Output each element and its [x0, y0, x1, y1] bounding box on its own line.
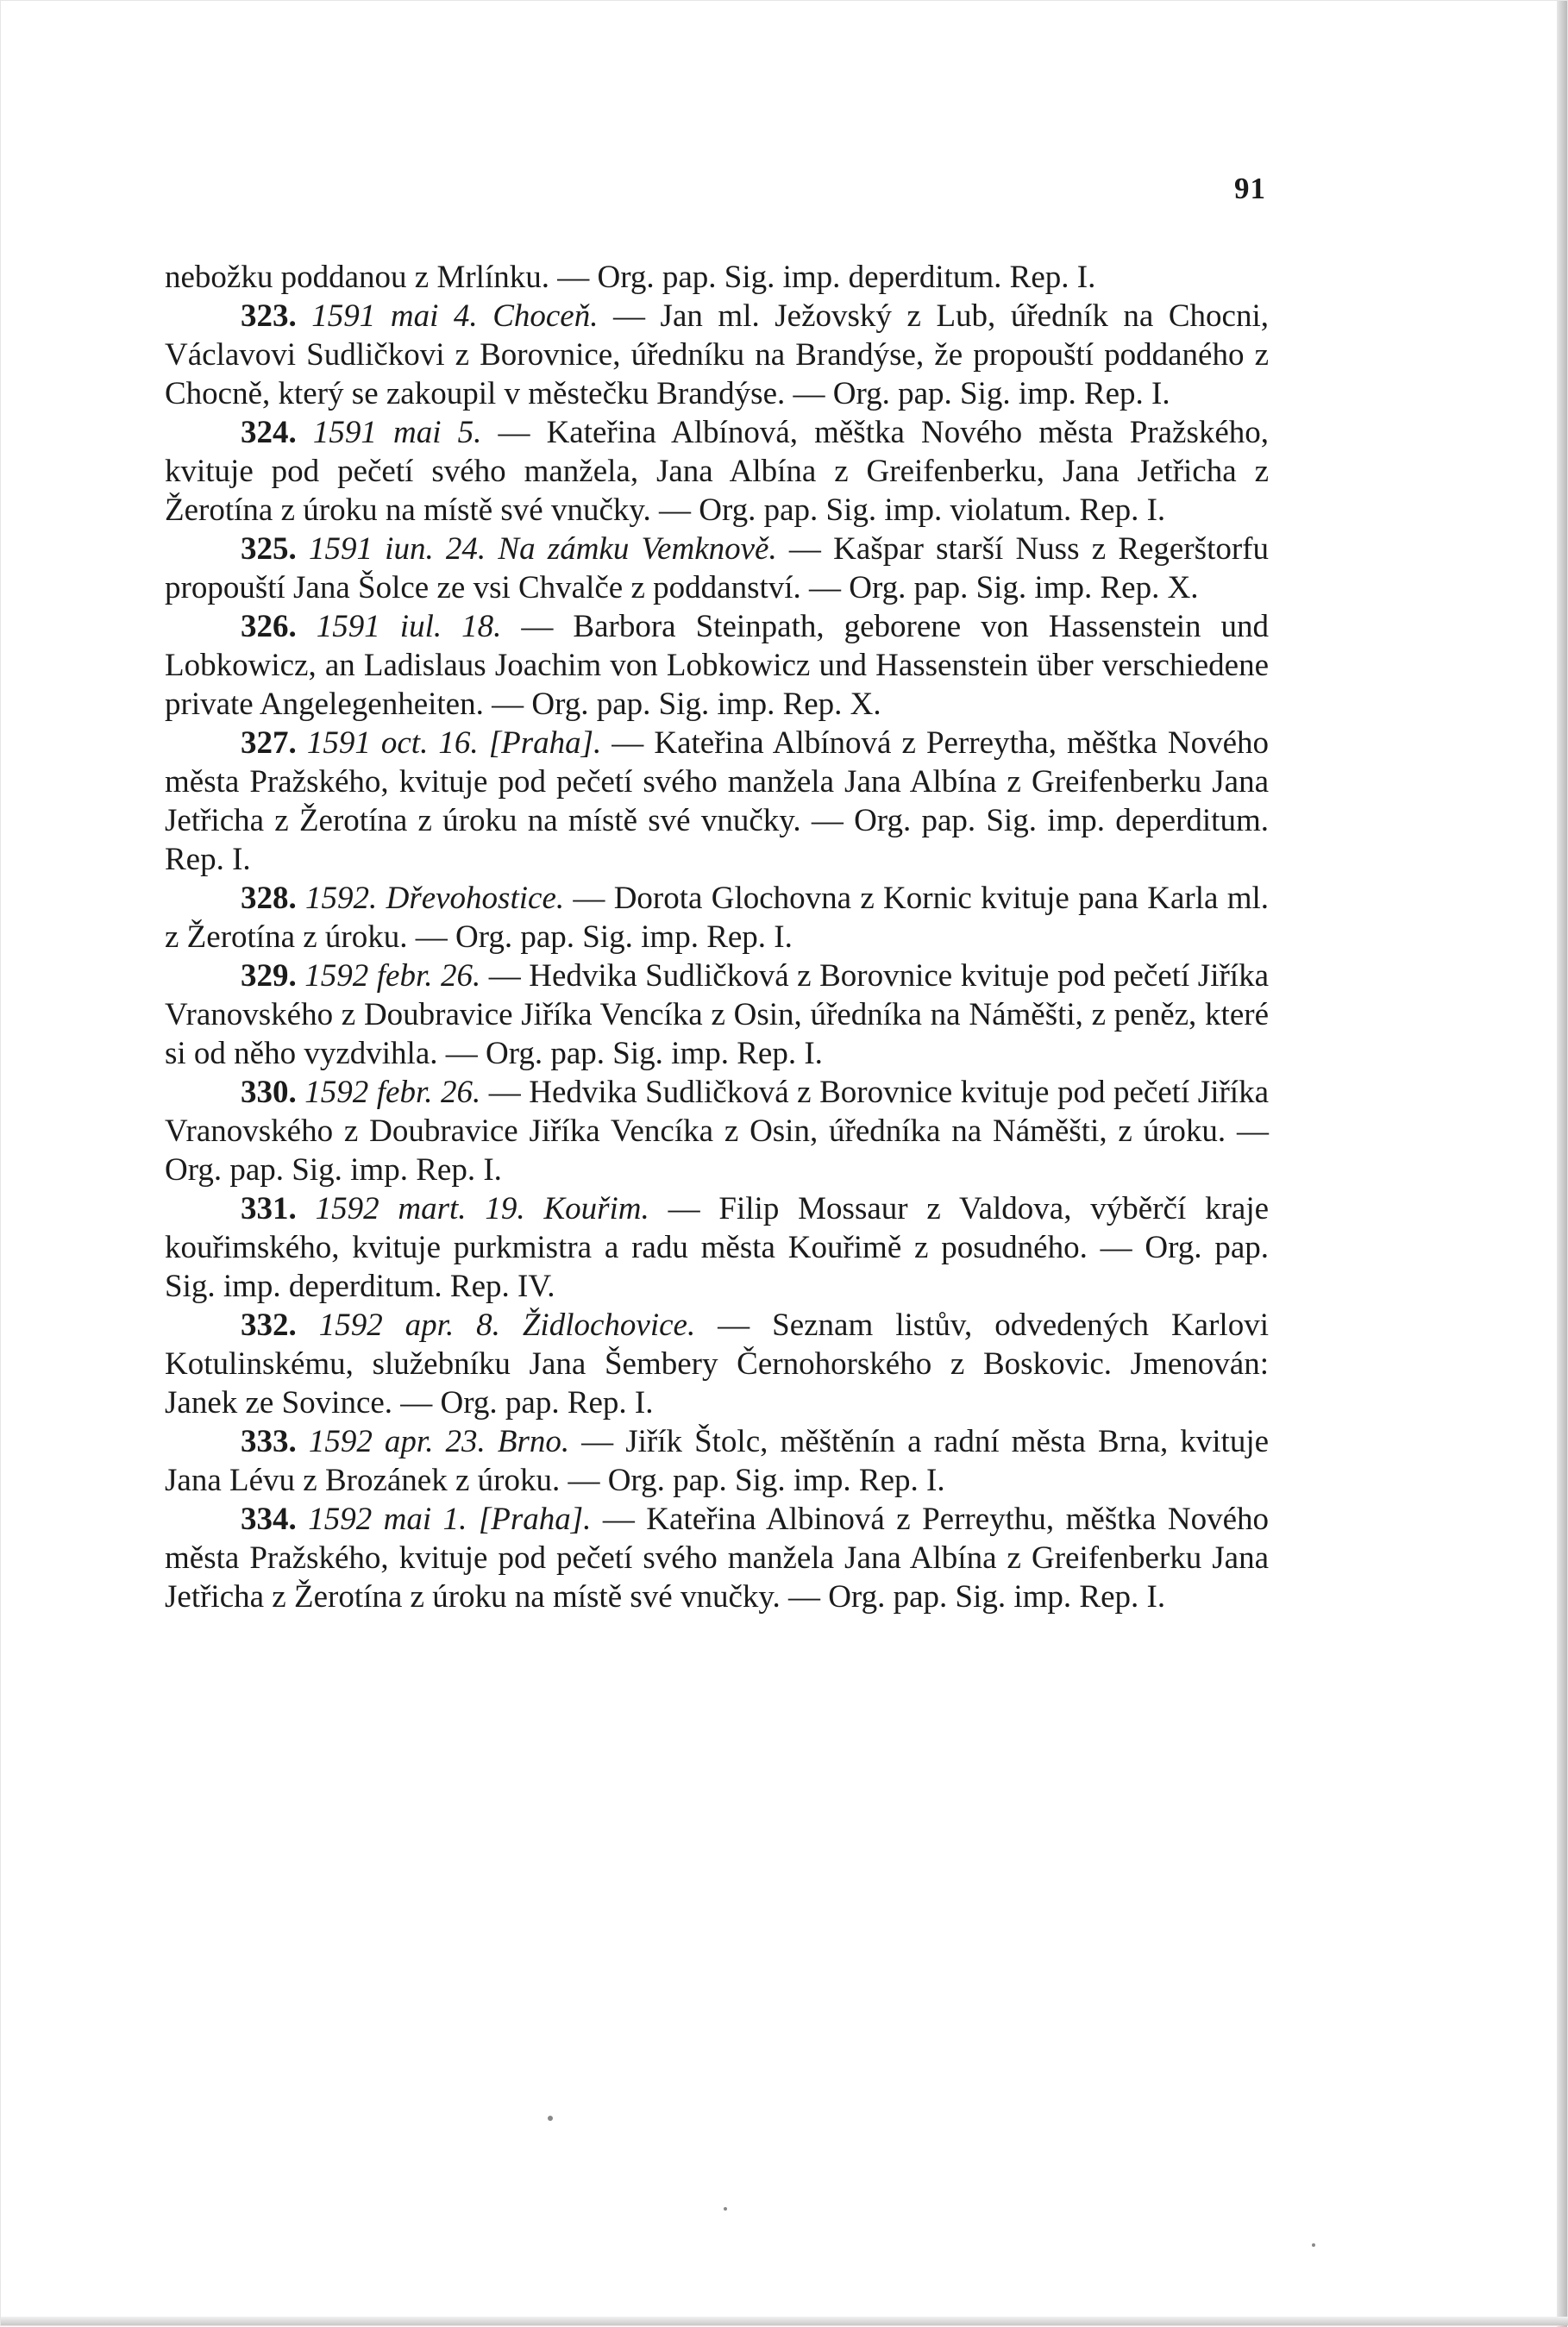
entry-text: — Seznam listův, odvedených Karlovi Kotulinskému, služebníku Jana Šembery Černohorského z Boskovic. Jmenován: Janek ze Sovince. — Org. pap. Rep. I.	[165, 1308, 1269, 1421]
entry-text: — Hedvika Sudličková z Borovnice kvituje pod pečetí Jiříka Vranovského z Doubravice Jiříka Vencíka z Osin, úředníka na Náměšti, z úroku. — Org. pap. Sig. imp. Rep. I.	[165, 1075, 1270, 1188]
entry-place: Dřevohostice.	[386, 881, 565, 916]
entry-number: 325.	[241, 531, 297, 567]
entry-331	[165, 1189, 1269, 1306]
entry-text: — Hedvika Sudličková z Borovnice kvituje pod pečetí Jiříka Vranovského z Doubravice Jiříka Vencíka z Osin, úředníka na Náměšti, z peněz, které si od něho vyzdvihla. — Org. pap. Sig. imp. Rep. I.	[165, 958, 1270, 1071]
entry-text: — Kateřina Albínová z Perreytha, měštka Nového města Pražského, kvituje pod pečetí svého manžela Jana Albína z Greifenberku Jana Jetřicha z Žerotína z úroku na místě své vnučky. — Org. pap. Sig. imp. deperditum. Rep. I.	[165, 725, 1270, 877]
entry-number: 329.	[241, 958, 297, 994]
entry-text: — Dorota Glochovna z Kornic kvituje pana Karla ml. z Žerotína z úroku. — Org. pap. Sig. imp. Rep. I.	[165, 881, 1270, 955]
entry-text: — Jan ml. Ježovský z Lub, úředník na Chocni, Václavovi Sudličkovi z Borovnice, úředníku na Brandýse, že propouští poddaného z Chocně, který se zakoupil v městečku Brandýse. — Org. pap. Sig. imp. Rep. I.	[165, 298, 1270, 411]
entry-place: Na zámku Vemknově.	[498, 531, 777, 567]
entry-list	[165, 297, 1269, 1616]
entry-323	[165, 297, 1269, 413]
entry-number: 334.	[241, 1502, 297, 1537]
entry-date: 1592 febr. 26.	[304, 958, 481, 994]
entry-number: 332.	[241, 1308, 297, 1343]
text-block	[165, 258, 1269, 1616]
entry-327	[165, 724, 1269, 879]
entry-number: 327.	[241, 725, 297, 761]
entry-date: 1591 mai 4.	[311, 298, 478, 334]
entry-number: 328.	[241, 881, 297, 916]
entry-number: 326.	[241, 609, 297, 644]
entry-date: 1592.	[305, 881, 378, 916]
scan-edge-bottom	[1, 2317, 1568, 2325]
entry-date: 1592 apr. 8.	[318, 1308, 500, 1343]
entry-334	[165, 1500, 1269, 1616]
entry-place: [Praha].	[488, 725, 602, 761]
entry-number: 331.	[241, 1191, 297, 1226]
entry-place: Židlochovice.	[522, 1308, 696, 1343]
entry-text: — Barbora Steinpath, geborene von Hassenstein und Lobkowicz, an Ladislaus Joachim von Lobkowicz und Hassenstein über verschiedene private Angelegenheiten. — Org. pap. Sig. imp. Rep. X.	[165, 609, 1270, 722]
entry-date: 1592 mai 1.	[308, 1502, 467, 1537]
entry-date: 1592 apr. 23.	[308, 1424, 486, 1459]
scan-edge-right	[1557, 1, 1567, 2327]
entry-333	[165, 1422, 1269, 1500]
continuation-text: nebožku poddanou z Mrlínku. — Org. pap. Sig. imp. deperditum. Rep. I.	[165, 260, 1096, 295]
entry-place: Kouřim.	[543, 1191, 649, 1226]
page-number: 91	[1234, 172, 1266, 205]
entry-324	[165, 413, 1269, 530]
entry-332	[165, 1306, 1269, 1422]
entry-325	[165, 530, 1269, 607]
entry-number: 324.	[241, 415, 297, 450]
entry-text: — Kašpar starší Nuss z Regerštorfu propouští Jana Šolce ze vsi Chvalče z poddanství. — Org. pap. Sig. imp. Rep. X.	[165, 531, 1270, 605]
entry-328	[165, 879, 1269, 957]
entry-place: Choceň.	[492, 298, 599, 334]
entry-number: 333.	[241, 1424, 297, 1459]
entry-date: 1591 mai 5.	[312, 415, 482, 450]
entry-date: 1591 iun. 24.	[308, 531, 486, 567]
entry-text: — Kateřina Albinová z Perreythu, měštka Nového města Pražského, kvituje pod pečetí svého manžela Jana Albína z Greifenberku Jana Jetřicha z Žerotína z úroku na místě své vnučky. — Org. pap. Sig. imp. Rep. I.	[165, 1502, 1270, 1615]
entry-date: 1591 iul. 18.	[316, 609, 502, 644]
entry-number: 323.	[241, 298, 297, 334]
entry-326	[165, 607, 1269, 724]
entry-text: — Kateřina Albínová, měštka Nového města Pražského, kvituje pod pečetí svého manžela, Jana Albína z Greifenberku, Jana Jetřicha z Žerotína z úroku na místě své vnučky. — Org. pap. Sig. imp. violatum. Rep. I.	[165, 415, 1270, 528]
entry-place: [Praha].	[478, 1502, 592, 1537]
scan-speck	[548, 2116, 553, 2121]
entry-text: — Jiřík Štolc, měštěnín a radní města Brna, kvituje Jana Lévu z Brozánek z úroku. — Org. pap. Sig. imp. Rep. I.	[165, 1424, 1270, 1498]
entry-number: 330.	[241, 1075, 297, 1110]
entry-place: Brno.	[497, 1424, 570, 1459]
entry-329	[165, 957, 1269, 1073]
entry-date: 1592 febr. 26.	[304, 1075, 481, 1110]
entry-date: 1591 oct. 16.	[306, 725, 479, 761]
entry-date: 1592 mart. 19.	[315, 1191, 525, 1226]
scan-speck	[1312, 2243, 1315, 2247]
scan-speck	[724, 2207, 727, 2211]
entry-330	[165, 1073, 1269, 1189]
entry-text: — Filip Mossaur z Valdova, výběrčí kraje kouřimského, kvituje purkmistra a radu města Kouřimě z posudného. — Org. pap. Sig. imp. deperditum. Rep. IV.	[165, 1191, 1270, 1304]
